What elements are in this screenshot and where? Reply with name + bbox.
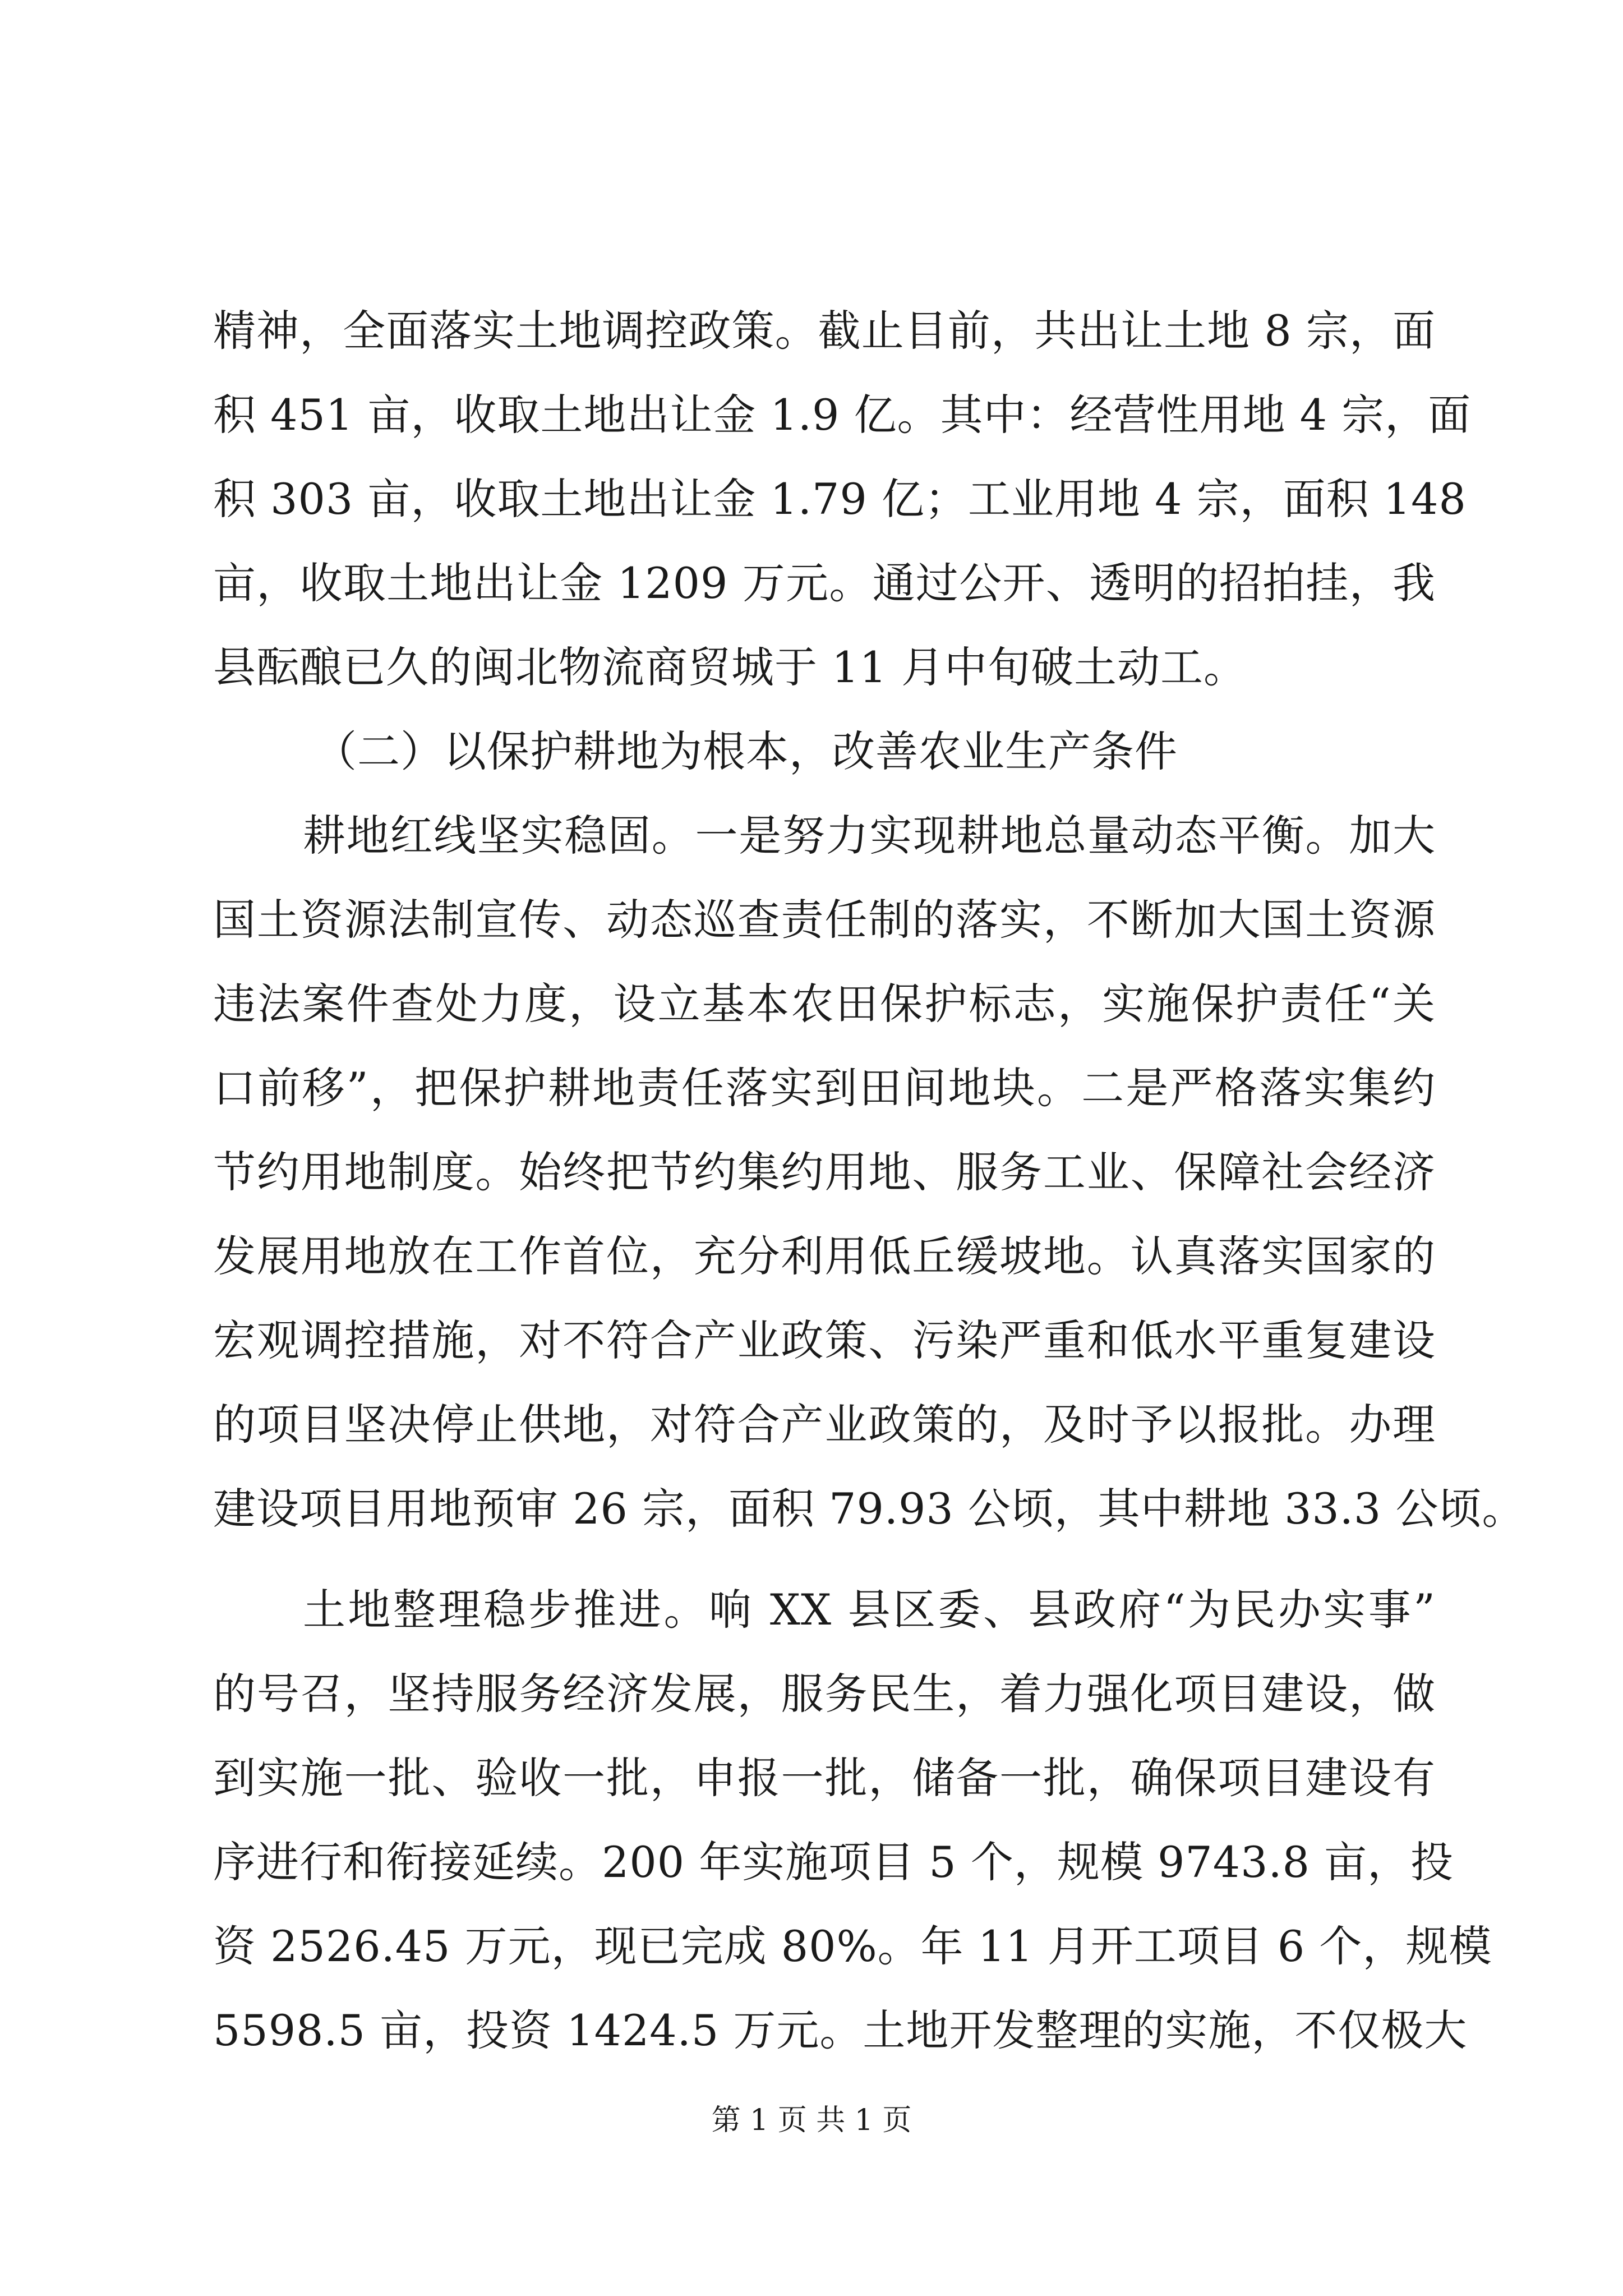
body-line-7: 耕地红线坚实稳固。一是努力实现耕地总量动态平衡。加大: [303, 811, 1436, 861]
body-line-18: 到实施一批、验收一批，申报一批，储备一批，确保项目建设有: [213, 1753, 1436, 1803]
body-line-11: 节约用地制度。始终把节约集约用地、服务工业、保障社会经济: [213, 1147, 1436, 1197]
body-line-2: 积 451 亩，收取土地出让金 1.9 亿。其中：经营性用地 4 宗，面: [213, 390, 1472, 440]
body-line-13: 宏观调控措施，对不符合产业政策、污染严重和低水平重复建设: [213, 1315, 1436, 1365]
body-line-12: 发展用地放在工作首位，充分利用低丘缓坡地。认真落实国家的: [213, 1231, 1436, 1281]
body-line-4: 亩，收取土地出让金 1209 万元。通过公开、透明的招拍挂，我: [213, 558, 1436, 608]
body-line-10: 口前移”，把保护耕地责任落实到田间地块。二是严格落实集约: [213, 1063, 1436, 1113]
body-line-3: 积 303 亩，收取土地出让金 1.79 亿；工业用地 4 宗，面积 148: [213, 474, 1467, 524]
body-line-19: 序进行和衔接延续。200 年实施项目 5 个，规模 9743.8 亩，投: [213, 1837, 1454, 1887]
body-line-14: 的项目坚决停止供地，对符合产业政策的，及时予以报批。办理: [213, 1400, 1436, 1450]
body-line-20: 资 2526.45 万元，现已完成 80%。年 11 月开工项目 6 个，规模: [213, 1921, 1492, 1971]
body-line-17: 的号召，坚持服务经济发展，服务民生，着力强化项目建设，做: [213, 1669, 1436, 1719]
page-footer: 第 1 页 共 1 页: [711, 2104, 912, 2137]
section-heading: （二）以保护耕地为根本，改善农业生产条件: [314, 726, 1178, 776]
body-line-9: 违法案件查处力度，设立基本农田保护标志，实施保护责任“关: [213, 979, 1436, 1029]
body-line-16: 土地整理稳步推进。响 XX 县区委、县政府“为民办实事”: [303, 1585, 1436, 1635]
body-line-15: 建设项目用地预审 26 宗，面积 79.93 公顷，其中耕地 33.3 公顷。: [213, 1484, 1525, 1534]
body-line-1: 精神，全面落实土地调控政策。截止目前，共出让土地 8 宗，面: [213, 306, 1436, 356]
body-line-8: 国土资源法制宣传、动态巡查责任制的落实，不断加大国土资源: [213, 895, 1436, 945]
body-line-21: 5598.5 亩，投资 1424.5 万元。土地开发整理的实施，不仅极大: [213, 2005, 1468, 2055]
body-line-5: 县酝酿已久的闽北物流商贸城于 11 月中旬破土动工。: [213, 642, 1247, 692]
